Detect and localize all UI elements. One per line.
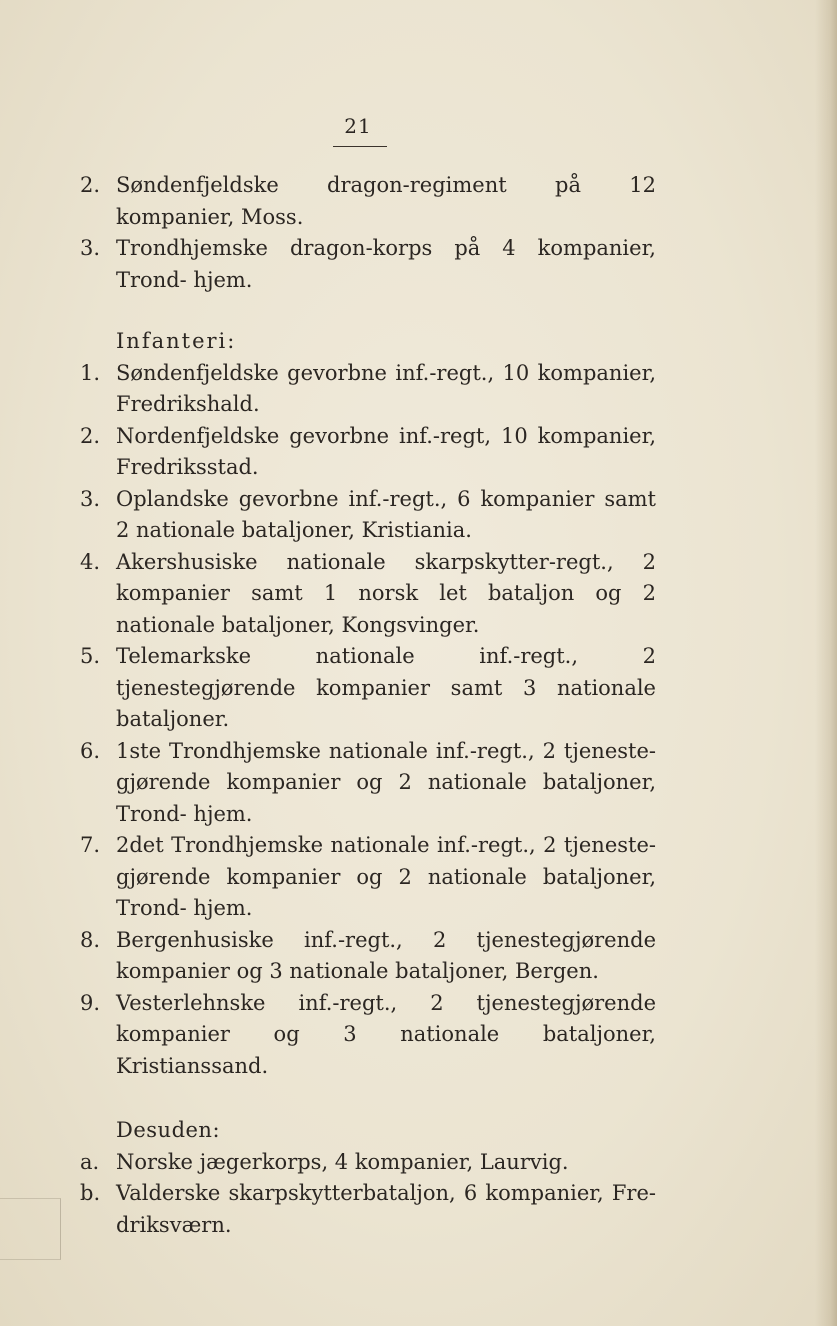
- list-item: [76, 641, 656, 736]
- list-item: [76, 830, 656, 925]
- item-text: Akershusiske nationale skarpskytter-regt., 2 kompanier samt 1 norsk let bataljon og 2 nationale bataljoner, Kongsvinger.: [116, 549, 656, 637]
- item-number: 1.: [80, 360, 101, 385]
- item-text: Søndenfjeldske dragon-regiment på 12 kompanier, Moss.: [116, 173, 656, 229]
- list-item: [76, 1178, 656, 1241]
- item-text: Bergenhusiske inf.-regt., 2 tjenestegjørende kompanier og 3 nationale bataljoner, Bergen.: [116, 927, 656, 983]
- item-number: 3.: [80, 486, 101, 511]
- item-text: Trondhjemske dragon-korps på 4 kompanier, Trond- hjem.: [116, 236, 656, 292]
- item-number: 9.: [80, 990, 101, 1015]
- list-item: [76, 421, 656, 484]
- list-item: [76, 358, 656, 421]
- item-text: 2det Trondhjemske nationale inf.-regt., 2 tjeneste- gjørende kompanier og 2 nationale bataljoner, Trond- hjem.: [116, 833, 656, 920]
- item-number: 3.: [80, 236, 101, 260]
- margin-mark: [0, 1198, 61, 1260]
- section-heading-additional: Desuden:: [116, 1118, 221, 1142]
- item-text: Telemarkske nationale inf.-regt., 2 tjenestegjørende kompanier samt 3 nationale bataljoner.: [116, 644, 656, 731]
- item-number: 2.: [80, 173, 101, 197]
- item-text: Oplandske gevorbne inf.-regt., 6 kompanier samt 2 nationale bataljoner, Kristiania.: [116, 486, 656, 542]
- list-item: [76, 736, 656, 831]
- list-item: [76, 484, 656, 547]
- page-number-rule: [333, 146, 387, 147]
- item-text: Norske jægerkorps, 4 kompanier, Laurvig.: [116, 1149, 569, 1174]
- item-text: Nordenfjeldske gevorbne inf.-regt, 10 kompanier, Fredriksstad.: [116, 423, 656, 479]
- item-text: 1ste Trondhjemske nationale inf.-regt., 2 tjeneste- gjørende kompanier og 2 nationale bataljoner, Trond- hjem.: [116, 738, 656, 826]
- page-number: 21: [344, 114, 372, 138]
- item-number: b.: [80, 1181, 101, 1205]
- list-item: [76, 547, 656, 642]
- page-content: [76, 170, 656, 1241]
- spacer: [76, 296, 656, 326]
- list-item: [76, 1147, 656, 1179]
- item-text: Vesterlehnske inf.-regt., 2 tjenestegjørende kompanier og 3 nationale bataljoner, Kristianssand.: [116, 990, 656, 1078]
- item-number: 5.: [80, 644, 101, 668]
- list-item: [76, 233, 656, 296]
- item-number: 2.: [80, 423, 101, 448]
- page-edge-shadow: [815, 0, 837, 1326]
- item-text: Søndenfjeldske gevorbne inf.-regt., 10 kompanier, Fredrikshald.: [116, 360, 656, 416]
- list-item: [76, 170, 656, 233]
- item-number: 6.: [80, 738, 101, 763]
- item-number: a.: [80, 1149, 100, 1174]
- section-heading-infantry: Infanteri:: [116, 329, 237, 353]
- list-item: [76, 925, 656, 988]
- spacer: [76, 1082, 656, 1115]
- item-number: 7.: [80, 833, 101, 857]
- item-text: Valderske skarpskytterbataljon, 6 kompanier, Fre- driksværn.: [116, 1181, 656, 1237]
- item-number: 4.: [80, 549, 101, 574]
- list-item: [76, 988, 656, 1083]
- item-number: 8.: [80, 927, 101, 952]
